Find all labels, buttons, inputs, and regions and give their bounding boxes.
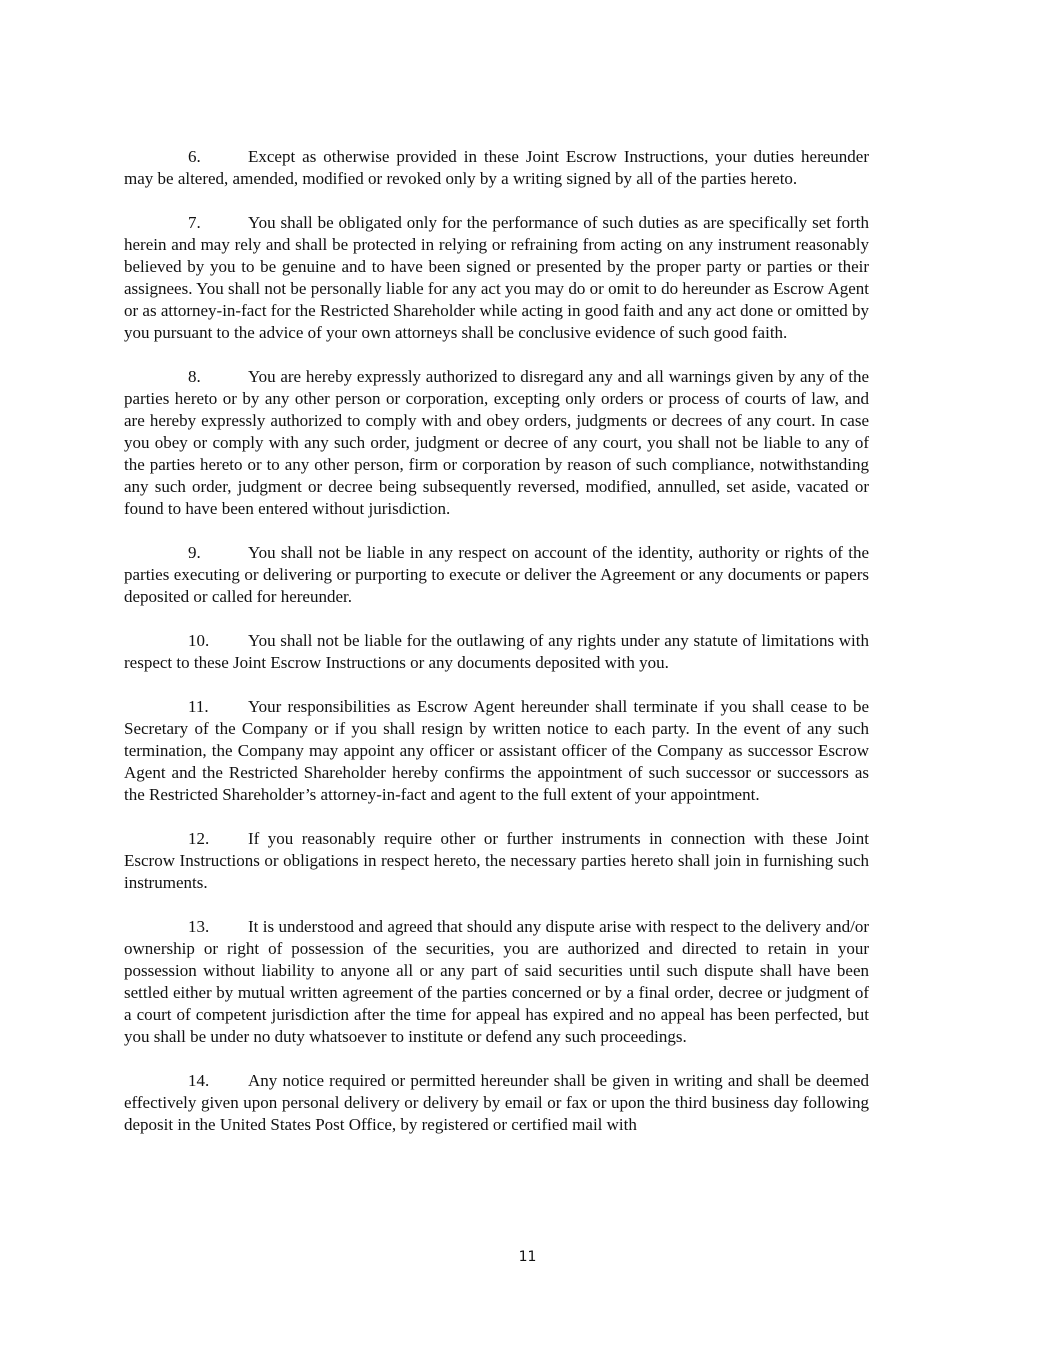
paragraph-number: 9. [188,543,201,562]
paragraph-text: Your responsibilities as Escrow Agent hereunder shall terminate if you shall cease to be Secretary of the Company or if you shall resign by written notice to each party. In the event of any such termination, the Company may appoint any officer or assistant officer of the Company as successor Escrow Agent and the Restricted Shareholder hereby confirms the appointment of such successor or successors as the Restricted Shareholder’s attorney-in-fact and agent to the full extent of your appointment. [124,697,869,804]
paragraph-7 [124,212,869,344]
page-number: 11 [518,1249,537,1265]
paragraph-number: 7. [188,213,201,232]
paragraph-8 [124,366,869,520]
paragraph-6 [124,146,869,190]
paragraph-text: You shall not be liable for the outlawing of any rights under any statute of limitations with respect to these Joint Escrow Instructions or any documents deposited with you. [124,631,869,672]
paragraph-text: You shall be obligated only for the performance of such duties as are specifically set forth herein and may rely and shall be protected in relying or refraining from acting on any instrument reasonably believed by you to be genuine and to have been signed or presented by the proper party or parties or their assignees. You shall not be personally liable for any act you may do or omit to do hereunder as Escrow Agent or as attorney-in-fact for the Restricted Shareholder while acting in good faith and any act done or omitted by you pursuant to the advice of your own attorneys shall be conclusive evidence of such good faith. [124,213,869,342]
paragraph-12 [124,828,869,894]
paragraph-number: 13. [188,917,210,936]
paragraph-text: Except as otherwise provided in these Joint Escrow Instructions, your duties hereunder may be altered, amended, modified or revoked only by a writing signed by all of the parties hereto. [124,147,869,188]
paragraph-text: Any notice required or permitted hereunder shall be given in writing and shall be deemed effectively given upon personal delivery or delivery by email or fax or upon the third business day following deposit in the United States Post Office, by registered or certified mail with [124,1071,869,1134]
paragraph-number: 6. [188,147,201,166]
paragraph-number: 10. [188,631,210,650]
paragraph-9 [124,542,869,608]
paragraph-text: It is understood and agreed that should any dispute arise with respect to the delivery and/or ownership or right of possession of the securities, you are authorized and directed to retain in your possession without liability to anyone all or any part of said securities until such dispute shall have been settled either by mutual written agreement of the parties concerned or by a final order, decree or judgment of a court of competent jurisdiction after the time for appeal has expired and no appeal has been perfected, but you shall be under no duty whatsoever to institute or defend any such proceedings. [124,917,869,1046]
paragraph-14 [124,1070,869,1136]
paragraph-text: You are hereby expressly authorized to disregard any and all warnings given by any of the parties hereto or by any other person or corporation, excepting only orders or process of courts of law, and are hereby expressly authorized to comply with and obey orders, judgments or decrees of any court. In case you obey or comply with any such order, judgment or decree of any court, you shall not be liable to any of the parties hereto or to any other person, firm or corporation by reason of such compliance, notwithstanding any such order, judgment or decree being subsequently reversed, modified, annulled, set aside, vacated or found to have been entered without jurisdiction. [124,367,869,518]
document-body [124,146,869,1158]
paragraph-10 [124,630,869,674]
paragraph-number: 11. [188,697,209,716]
paragraph-number: 12. [188,829,210,848]
paragraph-text: You shall not be liable in any respect on account of the identity, authority or rights of the parties executing or delivering or purporting to execute or deliver the Agreement or any documents or papers deposited or called for hereunder. [124,543,869,606]
paragraph-13 [124,916,869,1048]
paragraph-text: If you reasonably require other or further instruments in connection with these Joint Escrow Instructions or obligations in respect hereto, the necessary parties hereto shall join in furnishing such instruments. [124,829,869,892]
paragraph-11 [124,696,869,806]
paragraph-number: 8. [188,367,201,386]
paragraph-number: 14. [188,1071,210,1090]
